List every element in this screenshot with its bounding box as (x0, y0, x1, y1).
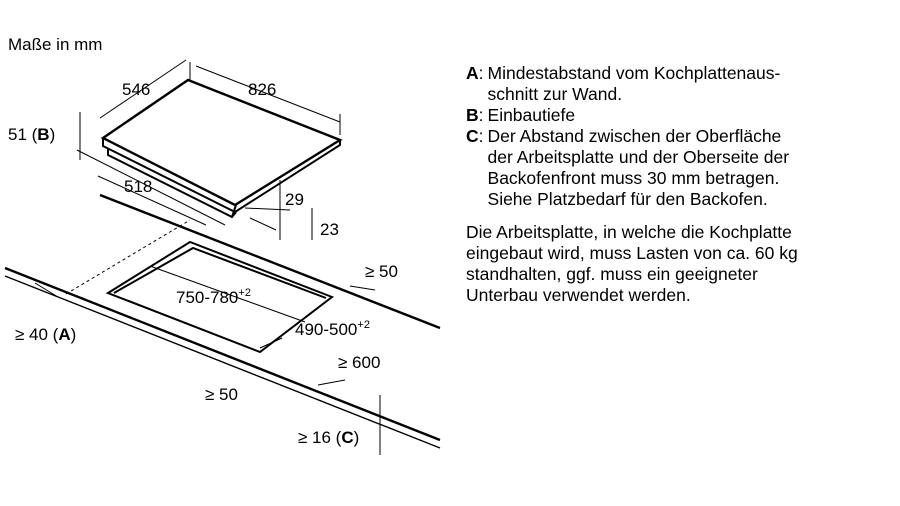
dim-16-c: ≥ 16 (C) (298, 428, 360, 447)
dim-518: 518 (124, 177, 153, 196)
legend-key: A (466, 63, 479, 83)
dim-51-b: 51 (B) (8, 125, 56, 144)
legend-text: Der Abstand zwischen der Oberfläche der Arbeitsplatte und der Oberseite der Backofenfront muss 30 mm betragen. Siehe Platzbedarf für den Backofen. (487, 126, 790, 209)
legend-text: Einbautiefe (487, 105, 576, 125)
load-note: Die Arbeitsplatte, in welche die Kochplatte eingebaut wird, muss Lasten von ca. 60 kg standhalten, ggf. muss ein geeigneter Unterbau verwendet werden. (466, 222, 798, 305)
legend-key: B (466, 105, 479, 125)
dim-29: 29 (285, 190, 304, 209)
dim-cutout-width: $750-780^{+2}$ (176, 287, 251, 307)
legend-item-c (466, 126, 886, 210)
dim-826: 826 (248, 80, 277, 99)
legend-item-a (466, 63, 886, 105)
legend-colon: : (478, 63, 484, 83)
legend-key: C (466, 126, 479, 146)
dim-546: 546 (122, 80, 151, 99)
dim-23: 23 (320, 220, 339, 239)
dim-cutout-depth: $490-500^{+2}$ (295, 319, 370, 339)
legend-item-b (466, 105, 886, 126)
legend-text: Mindestabstand vom Kochplattenaus- schnitt zur Wand. (487, 63, 781, 104)
dim-50-bottom: ≥ 50 (205, 385, 238, 404)
legend-panel (466, 63, 886, 306)
legend-colon: : (478, 105, 484, 125)
dim-40-a: ≥ 40 (A) (15, 325, 77, 344)
dim-600: ≥ 600 (338, 353, 381, 372)
units-label: Maße in mm (8, 35, 103, 54)
legend-colon: : (478, 126, 484, 146)
hob-outline (103, 80, 340, 217)
worktop (5, 195, 440, 448)
dim-50-top: ≥ 50 (365, 262, 398, 281)
projection-line (66, 220, 190, 294)
